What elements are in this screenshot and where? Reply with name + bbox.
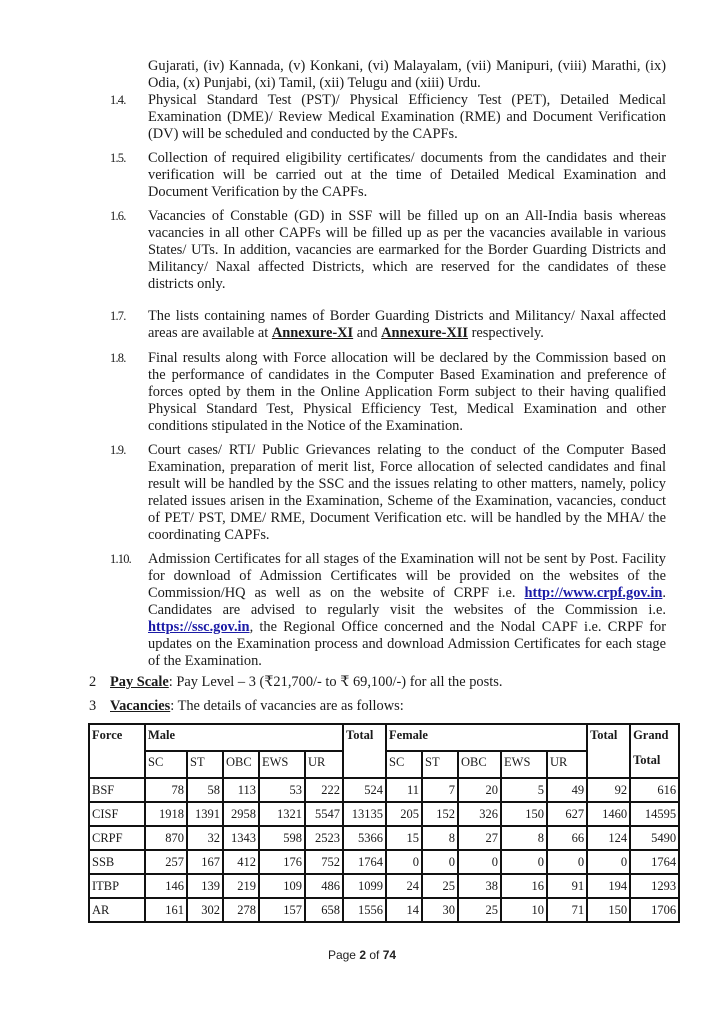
item-number: 1.7.	[110, 309, 126, 323]
table-row	[89, 802, 679, 826]
cell: 8	[501, 826, 547, 850]
cell: 5	[501, 778, 547, 802]
cell: 32	[187, 826, 223, 850]
vacancies-line	[110, 698, 404, 715]
language-list-continuation: Gujarati, (iv) Kannada, (v) Konkani, (vi) Malayalam, (vii) Manipuri, (viii) Marathi, (ix) Odia, (x) Punjabi, (xi) Tamil, (xii) Telugu and (xiii) Urdu.	[148, 58, 666, 91]
cell: 150	[501, 802, 547, 826]
cell: 222	[305, 778, 343, 802]
force-name: SSB	[89, 850, 145, 874]
header-female-obc: OBC	[458, 751, 501, 778]
item-number: 1.4.	[110, 93, 126, 107]
cell-grand-total: 616	[630, 778, 679, 802]
cell: 7	[422, 778, 458, 802]
cell: 5547	[305, 802, 343, 826]
item-number: 1.10.	[110, 552, 132, 566]
cell: 25	[458, 898, 501, 922]
cell: 25	[422, 874, 458, 898]
cell: 1391	[187, 802, 223, 826]
item-text-part: , the Regional Office concerned and the Nodal CAPF i.e. CRPF for updates on the Examination process and download Admission Certificates for each stage of the Examination.	[148, 619, 666, 669]
cell: 658	[305, 898, 343, 922]
header-male-ews: EWS	[259, 751, 305, 778]
table-header-row	[89, 724, 679, 751]
item-text-part: and	[353, 325, 382, 341]
cell: 752	[305, 850, 343, 874]
cell: 139	[187, 874, 223, 898]
cell: 91	[547, 874, 587, 898]
table-row	[89, 874, 679, 898]
page-footer	[0, 948, 724, 962]
header-female-sc: SC	[386, 751, 422, 778]
cell: 0	[547, 850, 587, 874]
item-text-part: Admission Certificates for all stages of the Examination will not be sent by Post. Facility for download of Admission Certificates will be provided on the websites of the Commission/HQ as well as on the website of CRPF i.e.	[148, 551, 666, 601]
cell: 161	[145, 898, 187, 922]
item-number: 1.6.	[110, 209, 126, 223]
vacancies-text: : The details of vacancies are as follows:	[170, 698, 404, 714]
header-male-st: ST	[187, 751, 223, 778]
cell: 486	[305, 874, 343, 898]
cell-grand-total: 14595	[630, 802, 679, 826]
cell: 157	[259, 898, 305, 922]
cell: 38	[458, 874, 501, 898]
cell: 870	[145, 826, 187, 850]
cell: 20	[458, 778, 501, 802]
cell-male-total: 1099	[343, 874, 386, 898]
cell: 24	[386, 874, 422, 898]
cell: 1321	[259, 802, 305, 826]
header-grand-total	[630, 724, 679, 778]
cell: 1918	[145, 802, 187, 826]
vacancies-label: Vacancies	[110, 698, 171, 714]
header-female: Female	[386, 724, 587, 751]
cell: 0	[458, 850, 501, 874]
vacancy-table	[88, 723, 680, 923]
header-male-obc: OBC	[223, 751, 259, 778]
cell: 627	[547, 802, 587, 826]
header-male-sc: SC	[145, 751, 187, 778]
header-grand: Grand	[633, 728, 669, 742]
cell-female-total: 0	[587, 850, 630, 874]
table-row	[89, 778, 679, 802]
header-female-ews: EWS	[501, 751, 547, 778]
cell: 0	[422, 850, 458, 874]
cell: 27	[458, 826, 501, 850]
cell: 326	[458, 802, 501, 826]
item-number: 1.8.	[110, 351, 126, 365]
cell: 2523	[305, 826, 343, 850]
cell: 71	[547, 898, 587, 922]
cell-male-total: 5366	[343, 826, 386, 850]
header-female-st: ST	[422, 751, 458, 778]
cell: 109	[259, 874, 305, 898]
cell-female-total: 194	[587, 874, 630, 898]
item-text: Court cases/ RTI/ Public Grievances relating to the conduct of the Computer Based Examination, preparation of merit list, Force allocation of selected candidates and final result will be handled by the SSC and the issues relating to other matters, namely, policy related issues arisen in the Examination, Scheme of the Examination, vacancies, conduct of PET/ PST, DME/ RME, Document Verification etc. will be handled by the MHA/ the coordinating CAPFs.	[148, 442, 666, 543]
cell-male-total: 1556	[343, 898, 386, 922]
footer-of: of	[366, 948, 383, 962]
cell-male-total: 13135	[343, 802, 386, 826]
item-text-part: . Candidates are advised to regularly visit the websites of the Commission i.e.	[148, 585, 666, 618]
header-force: Force	[89, 724, 145, 778]
total-pages-number: 74	[382, 948, 397, 962]
cell: 205	[386, 802, 422, 826]
header-male-ur: UR	[305, 751, 343, 778]
force-name: BSF	[89, 778, 145, 802]
table-row	[89, 850, 679, 874]
header-male: Male	[145, 724, 343, 751]
footer-prefix: Page	[327, 948, 360, 962]
cell: 11	[386, 778, 422, 802]
item-text-part: respectively.	[468, 325, 544, 341]
cell-female-total: 150	[587, 898, 630, 922]
cell: 10	[501, 898, 547, 922]
header-male-total: Total	[343, 724, 386, 778]
cell-male-total: 524	[343, 778, 386, 802]
pay-scale-text: : Pay Level – 3 (₹21,700/- to ₹ 69,100/-) for all the posts.	[168, 674, 503, 690]
force-name: CISF	[89, 802, 145, 826]
cell: 278	[223, 898, 259, 922]
item-text: Final results along with Force allocation will be declared by the Commission based on the performance of candidates in the Computer Based Examination and preference of forces opted by them in the Online Application Form subject to their having qualified Physical Standard Test, Physical Efficiency Test, Medical Examination and other conditions stipulated in the Notice of the Examination.	[148, 350, 666, 434]
header-grand-total-label: Total	[633, 753, 661, 767]
cell: 146	[145, 874, 187, 898]
item-text	[148, 551, 666, 670]
crpf-website-link[interactable]: http://www.crpf.gov.in	[524, 585, 663, 601]
item-text: Vacancies of Constable (GD) in SSF will be filled up on an All-India basis whereas vacancies in all other CAPFs will be filled up as per the vacancies available in various States/ UTs. In addition, vacancies are earmarked for the Border Guarding Districts and Militancy/ Naxal affected Districts, which are reserved for the candidates of these districts only.	[148, 208, 666, 292]
table-row	[89, 898, 679, 922]
annexure-xi-link[interactable]: Annexure-XI	[271, 325, 354, 341]
header-female-total: Total	[587, 724, 630, 778]
cell: 219	[223, 874, 259, 898]
cell: 152	[422, 802, 458, 826]
cell-grand-total: 1706	[630, 898, 679, 922]
item-number: 1.5.	[110, 151, 126, 165]
cell: 598	[259, 826, 305, 850]
cell: 15	[386, 826, 422, 850]
item-text: Physical Standard Test (PST)/ Physical Efficiency Test (PET), Detailed Medical Examination (DME)/ Review Medical Examination (RME) and Document Verification (DV) will be scheduled and conducted by the CAPFs.	[148, 92, 666, 142]
cell: 58	[187, 778, 223, 802]
cell: 66	[547, 826, 587, 850]
cell: 167	[187, 850, 223, 874]
force-name: ITBP	[89, 874, 145, 898]
force-name: AR	[89, 898, 145, 922]
cell-grand-total: 1764	[630, 850, 679, 874]
cell-female-total: 124	[587, 826, 630, 850]
cell: 14	[386, 898, 422, 922]
item-number: 1.9.	[110, 443, 126, 457]
force-name: CRPF	[89, 826, 145, 850]
item-text-part: The lists containing names of Border Guarding Districts and Militancy/ Naxal affected areas are available at	[148, 308, 666, 341]
cell: 176	[259, 850, 305, 874]
pay-scale-line	[110, 674, 502, 691]
cell: 302	[187, 898, 223, 922]
cell-grand-total: 1293	[630, 874, 679, 898]
cell: 49	[547, 778, 587, 802]
cell: 53	[259, 778, 305, 802]
cell: 412	[223, 850, 259, 874]
cell: 78	[145, 778, 187, 802]
cell-female-total: 1460	[587, 802, 630, 826]
cell-grand-total: 5490	[630, 826, 679, 850]
cell: 1343	[223, 826, 259, 850]
cell: 30	[422, 898, 458, 922]
cell: 8	[422, 826, 458, 850]
item-text: Collection of required eligibility certificates/ documents from the candidates and their verification will be carried out at the time of Detailed Medical Examination and Document Verification by the CAPFs.	[148, 150, 666, 200]
item-text	[148, 308, 666, 342]
cell: 16	[501, 874, 547, 898]
section-number: 2	[89, 674, 97, 690]
table-row	[89, 826, 679, 850]
pay-scale-label: Pay Scale	[110, 674, 169, 690]
ssc-website-link[interactable]: https://ssc.gov.in	[148, 619, 250, 635]
cell-male-total: 1764	[343, 850, 386, 874]
cell: 113	[223, 778, 259, 802]
header-female-ur: UR	[547, 751, 587, 778]
cell: 257	[145, 850, 187, 874]
annexure-xii-link[interactable]: Annexure-XII	[381, 325, 469, 341]
current-page-number: 2	[359, 948, 366, 962]
cell: 2958	[223, 802, 259, 826]
cell: 0	[501, 850, 547, 874]
cell-female-total: 92	[587, 778, 630, 802]
cell: 0	[386, 850, 422, 874]
section-number: 3	[89, 698, 97, 714]
